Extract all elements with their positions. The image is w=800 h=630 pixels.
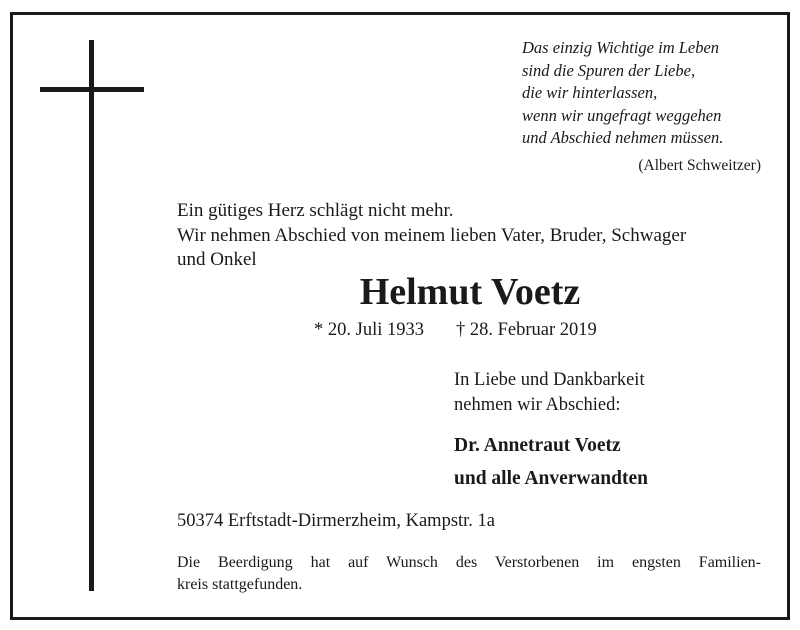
intro-text [177, 199, 686, 273]
notice-line: kreis stattgefunden. [177, 576, 303, 593]
quote-line: die wir hinterlassen, [522, 83, 658, 102]
deceased-name: Helmut Voetz [359, 271, 581, 313]
funeral-notice [177, 552, 761, 596]
death-date: † 28. Februar 2019 [455, 320, 597, 340]
life-dates [314, 320, 597, 341]
quote-line: und Abschied nehmen müssen. [522, 128, 724, 147]
quote-line: sind die Spuren der Liebe, [522, 60, 696, 80]
farewell-text [454, 368, 645, 418]
quote [522, 37, 767, 150]
cross-horizontal-bar [40, 87, 144, 92]
quote-author: (Albert Schweitzer) [638, 157, 761, 174]
birth-date: * 20. Juli 1933 [314, 320, 424, 340]
cross-vertical-bar [89, 40, 94, 591]
farewell-line: nehmen wir Abschied: [454, 395, 621, 415]
intro-line: und Onkel [177, 249, 257, 270]
notice-line: Die Beerdigung hat auf Wunsch des Verstorbenen im engsten Familien- [177, 554, 761, 571]
address: 50374 Erftstadt-Dirmerzheim, Kampstr. 1a [177, 511, 496, 531]
intro-line: Wir nehmen Abschied von meinem lieben Vater, Bruder, Schwager [177, 224, 687, 246]
intro-line: Ein gütiges Herz schlägt nicht mehr. [177, 200, 454, 221]
quote-line: wenn wir ungefragt weggehen [522, 105, 722, 125]
quote-line: Das einzig Wichtige im Leben [522, 38, 720, 57]
signer-line: und alle Anverwandten [454, 468, 648, 489]
signers [454, 429, 648, 495]
signer-line: Dr. Annetraut Voetz [454, 435, 621, 456]
farewell-line: In Liebe und Dankbarkeit [454, 370, 645, 390]
